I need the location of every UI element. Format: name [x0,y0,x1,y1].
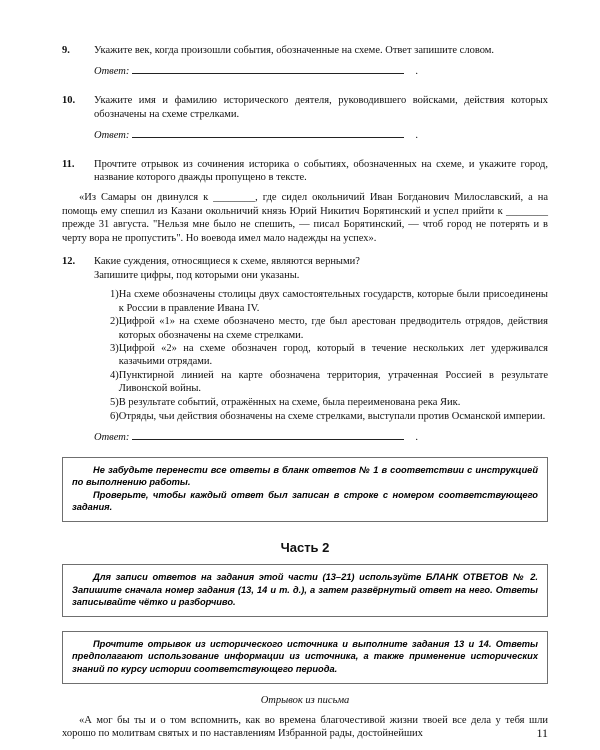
question-12-subtext: Запишите цифры, под которыми они указаны. [94,270,300,282]
spacer [62,617,548,631]
list-item[interactable] [94,288,548,314]
question-9 [62,44,548,57]
question-11-number: 11. [62,159,75,171]
answer-period: . [415,432,418,444]
answer-label: Ответ: [94,432,130,444]
statement-text: Пунктирной линией на карте обозначена территория, утраченная Россией в результате Ливонской войны. [118,370,548,395]
statement-marker: 5) [110,397,119,409]
statement-text: Цифрой «1» на схеме обозначено место, где был арестован предводитель отрядов, действия которых обозначены на схеме стрелками. [118,316,548,341]
statement-marker: 1) [110,289,119,301]
part-2-instruction-note [62,564,548,617]
question-12 [62,255,548,423]
statement-text: В результате событий, отражённых на схеме, была переименована река Яик. [118,397,461,409]
spacer [62,245,548,255]
answer-input-line[interactable] [132,64,404,74]
statement-marker: 4) [110,370,119,382]
answer-input-line[interactable] [132,430,404,440]
spacer [62,445,548,457]
question-11 [62,158,548,245]
statement-text: На схеме обозначены столицы двух самостоятельных государств, которые были присоединены к России в правление Ивана IV. [118,289,548,314]
statement-text: Цифрой «2» на схеме обозначен город, который в течение нескольких лет удерживался казачьими отрядами. [118,343,548,368]
spacer [62,556,548,564]
question-9-text: Укажите век, когда произошли события, обозначенные на схеме. Ответ запишите словом. [94,45,495,56]
source-instruction-note [62,631,548,684]
answer-label: Ответ: [94,129,130,141]
question-12-text: Какие суждения, относящиеся к схеме, являются верными? [94,256,360,268]
question-9-number: 9. [62,45,70,56]
statement-marker: 3) [110,343,119,355]
question-10-number: 10. [62,95,76,107]
transfer-note-line-1: Не забудьте перенести все ответы в бланк ответов № 1 в соответствии с инструкцией по выполнению работы. [72,464,538,488]
part-2-heading: Часть 2 [280,540,330,556]
question-10 [62,94,548,120]
list-item[interactable] [94,410,548,423]
answer-period: . [415,66,418,78]
statement-marker: 2) [110,316,119,328]
question-12-statement-list [94,288,548,423]
answer-row-12[interactable] [94,430,548,444]
question-9-body [94,44,548,57]
question-12-body [94,255,548,423]
answer-input-line[interactable] [132,128,404,138]
source-heading: Отрывок из письма [260,694,350,706]
source-instruction-text: Прочтите отрывок из исторического источника и выполните задания 13 и 14. Ответы предполагают использование информации из источника, а также применение исторических знаний по курсу истории соответствующего периода. [72,638,538,675]
question-10-text: Укажите имя и фамилию исторического деятеля, руководившего войсками, действия которых обозначены на схеме стрелками. [94,95,548,120]
list-item[interactable] [94,396,548,409]
page-number: 11 [536,726,548,740]
spacer [62,78,548,94]
spacer [62,684,548,694]
statement-marker: 6) [110,410,119,422]
answer-label: Ответ: [94,66,130,78]
question-12-number: 12. [62,256,76,268]
list-item[interactable] [94,315,548,341]
answer-period: . [415,129,418,141]
source-excerpt-text: «А мог бы ты и о том вспомнить, как во времена благочестивой жизни твоей все дела у тебя шли хорошо по молитвам святых и по наставлениям Избранной рады, достойнейших [62,714,548,740]
question-11-passage: «Из Самары он двинулся к ________, где сидел окольничий Иван Богданович Милославский, а на помощь ему спешил из Казани окольничий князь Юрий Никитич Борятинский и успел прийти к ________ прежде 31 августа. "Нельзя мне было не спешить, — писал Борятинский, — чтоб город не потерять и в черту вора не пропустить". Но воевода имел мало надежды на успех». [62,192,548,244]
list-item[interactable] [94,342,548,368]
spacer [62,142,548,158]
question-11-text: Прочтите отрывок из сочинения историка о событиях, обозначенных на схеме, и укажите город, название которого дважды пропущено в тексте. [94,159,548,184]
transfer-answers-note [62,457,548,522]
statement-text: Отряды, чьи действия обозначены на схеме стрелками, выступали против Османской империи. [118,410,546,422]
question-10-body [94,94,548,120]
part-2-instruction-text: Для записи ответов на задания этой части (13–21) используйте БЛАНК ОТВЕТОВ № 2. Запишите сначала номер задания (13, 14 и т. д.), а затем развёрнутый ответ на него. Ответы записывайте чётко и разборчиво. [72,572,538,608]
answer-row-10[interactable] [94,128,548,142]
transfer-note-line-2: Проверьте, чтобы каждый ответ был записан в строке с номером соответствующего задания. [72,489,538,513]
spacer [62,522,548,540]
list-item[interactable] [94,369,548,395]
answer-row-9[interactable] [94,64,548,78]
